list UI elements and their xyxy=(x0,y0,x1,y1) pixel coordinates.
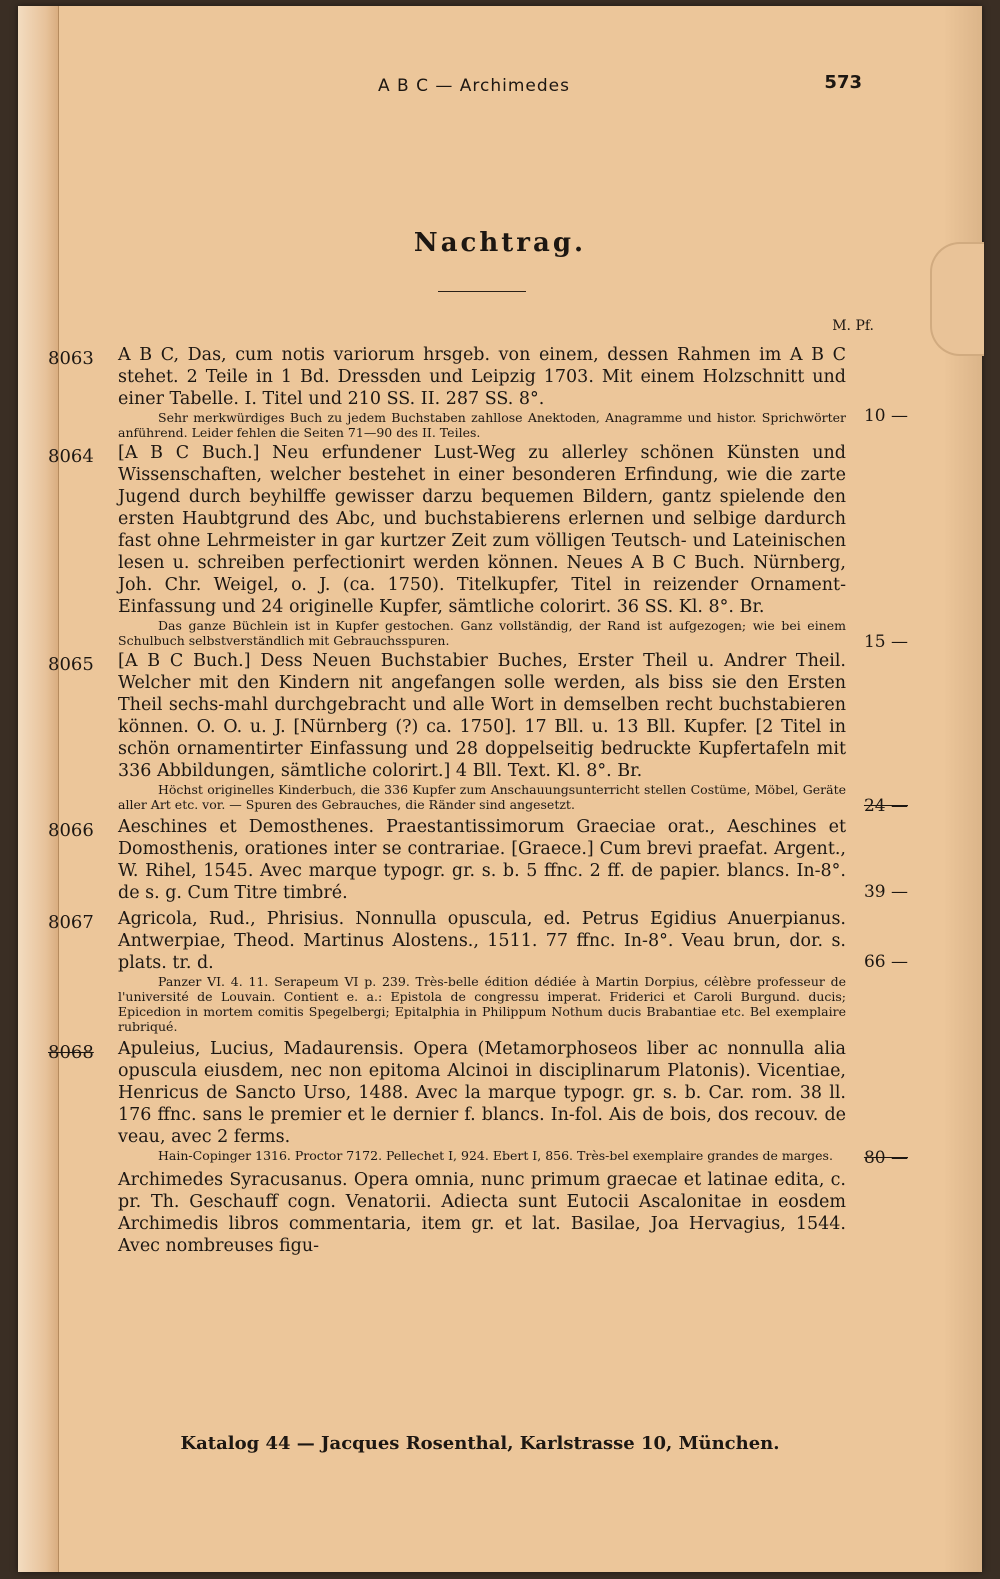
entry-number: 8065 xyxy=(48,654,94,675)
currency-header: M. Pf. xyxy=(832,318,874,334)
page-header xyxy=(68,68,962,98)
catalog-entry xyxy=(48,1038,908,1168)
entry-text: [A B C Buch.] Neu erfundener Lust-Weg zu allerley schönen Künsten und Wissenschaften, welcher bestehet in einer besonderen Erfindung, wie die zarte Jugend durch beyhilffe gewisser darzu bequemen Bildern, gantz spielende den ersten Haubtgrund des Abc, und buchstabierens erlernen und selbige dardurch fast ohne Lehrmeister in gar kurtzer Zeit zum völligen Teutsch- und Lateinischen lesen u. schreiben perfectionirt werden können. Neues A B C Buch. Nürnberg, Joh. Chr. Weigel, o. J. (ca. 1750). Titelkupfer, Titel in reizender Ornament-Einfassung und 24 originelle Kupfer, sämtliche colorirt. 36 SS. Kl. 8°. Br. xyxy=(118,443,846,617)
entry-number: 8067 xyxy=(48,912,94,933)
entry-note: Hain-Copinger 1316. Proctor 7172. Pellechet I, 924. Ebert I, 856. Très-bel exemplaire grandes de marges. xyxy=(158,1148,833,1163)
entries-list xyxy=(48,336,908,1257)
running-head: A B C — Archimedes xyxy=(378,76,570,96)
entry-note: Das ganze Büchlein ist in Kupfer gestochen. Ganz vollständig, der Rand ist aufgezogen; wie bei einem Schulbuch selbstverständlich mit Gebrauchsspuren. xyxy=(118,618,846,648)
entry-price: 66 — xyxy=(863,952,908,972)
entry-price: 39 — xyxy=(863,882,908,902)
entry-text: A B C, Das, cum notis variorum hrsgeb. von einem, dessen Rahmen im A B C stehet. 2 Teile in 1 Bd. Dressden und Leipzig 1703. Mit einem Holzschnitt und einer Tabelle. I. Titel und 210 SS. II. 287 SS. 8°. xyxy=(118,345,846,409)
catalog-entry xyxy=(48,344,908,440)
catalog-entry xyxy=(48,908,908,1034)
entry-price: 80 — xyxy=(863,1148,908,1168)
entry-number: 8063 xyxy=(48,348,94,369)
entry-number: 8064 xyxy=(48,446,94,467)
entry-note: Höchst originelles Kinderbuch, die 336 Kupfer zum Anschauungsunterricht stellen Costüme, Möbel, Geräte aller Art etc. vor. — Spuren des Gebrauches, die Ränder sind angesetzt. xyxy=(118,782,846,812)
entry-text: Apuleius, Lucius, Madaurensis. Opera (Metamorphoseos liber ac nonnulla alia opuscula eiusdem, nec non epitoma Alcinoi in disciplinarum Platonis). Vicentiae, Henricus de Sancto Urso, 1488. Avec la marque typogr. gr. s. b. Car. rom. 38 ll. 176 ffnc. sans le premier et le dernier f. blancs. In-fol. Ais de bois, dos recouv. de veau, avec 2 ferms. xyxy=(118,1039,846,1147)
entry-note: Sehr merkwürdiges Buch zu jedem Buchstaben zahllose Anektoden, Anagramme und histor. Sprichwörter anführend. Leider fehlen die Seiten 71—90 des II. Teiles. xyxy=(118,410,846,440)
page-number: 573 xyxy=(824,72,862,93)
entry-number: 8068 xyxy=(48,1042,94,1063)
page-footer: Katalog 44 — Jacques Rosenthal, Karlstrasse 10, München. xyxy=(180,1433,780,1454)
catalog-entry xyxy=(48,816,908,904)
catalog-entry xyxy=(48,442,908,652)
catalog-page xyxy=(18,6,982,1572)
entry-text: [A B C Buch.] Dess Neuen Buchstabier Buches, Erster Theil u. Andrer Theil. Welcher mit den Kindern nit angefangen solle werden, als biss sie den Ersten Theil sechs-mahl durchgebracht und alle Wort in demselben recht buchstabieren können. O. O. u. J. [Nürnberg (?) ca. 1750]. 17 Bll. u. 13 Bll. Kupfer. [2 Titel in schön ornamentirter Einfassung und 28 doppelseitig bedruckte Kupfertafeln mit 336 Abbildungen, sämtliche colorirt.] 4 Bll. Text. Kl. 8°. Br. xyxy=(118,651,846,781)
catalog-entry xyxy=(48,1169,908,1257)
title-rule xyxy=(438,291,526,292)
entry-price: 15 — xyxy=(863,632,908,652)
entry-note: Panzer VI. 4. 11. Serapeum VI p. 239. Très-belle édition dédiée à Martin Dorpius, célèbre professeur de l'université de Louvain. Contient e. a.: Epistola de congressu imperat. Friderici et Caroli Burgund. ducis; Epicedion in mortem comitis Spegelbergi; Epitalphia in Philippum Nothum ducis Brabantiae etc. Bel exemplaire rubriqué. xyxy=(118,974,846,1034)
entry-price: 24 — xyxy=(863,796,908,816)
entry-number: 8066 xyxy=(48,820,94,841)
entry-text: Archimedes Syracusanus. Opera omnia, nunc primum graecae et latinae edita, c. pr. Th. Geschauff cogn. Venatorii. Adiecta sunt Eutocii Ascalonitae in eosdem Archimedis libros commentaria, item gr. et lat. Basilae, Joa Hervagius, 1544. Avec nombreuses figu- xyxy=(118,1170,846,1256)
entry-text: Agricola, Rud., Phrisius. Nonnulla opuscula, ed. Petrus Egidius Anuerpianus. Antwerpiae, Theod. Martinus Alostens., 1511. 77 ffnc. In-8°. Veau brun, dor. s. plats. tr. d. xyxy=(118,909,846,973)
entry-text: Aeschines et Demosthenes. Praestantissimorum Graeciae orat., Aeschines et Domosthenis, orationes inter se contrariae. [Graece.] Cum brevi praefat. Argent., W. Rihel, 1545. Avec marque typogr. gr. s. b. 5 ffnc. 2 ff. de papier. blancs. In-8°. de s. g. Cum Titre timbré. xyxy=(118,817,846,903)
entry-price: 10 — xyxy=(863,406,908,426)
page-tab xyxy=(930,242,984,356)
section-title: Nachtrag. xyxy=(413,228,587,258)
catalog-entry xyxy=(48,650,908,816)
